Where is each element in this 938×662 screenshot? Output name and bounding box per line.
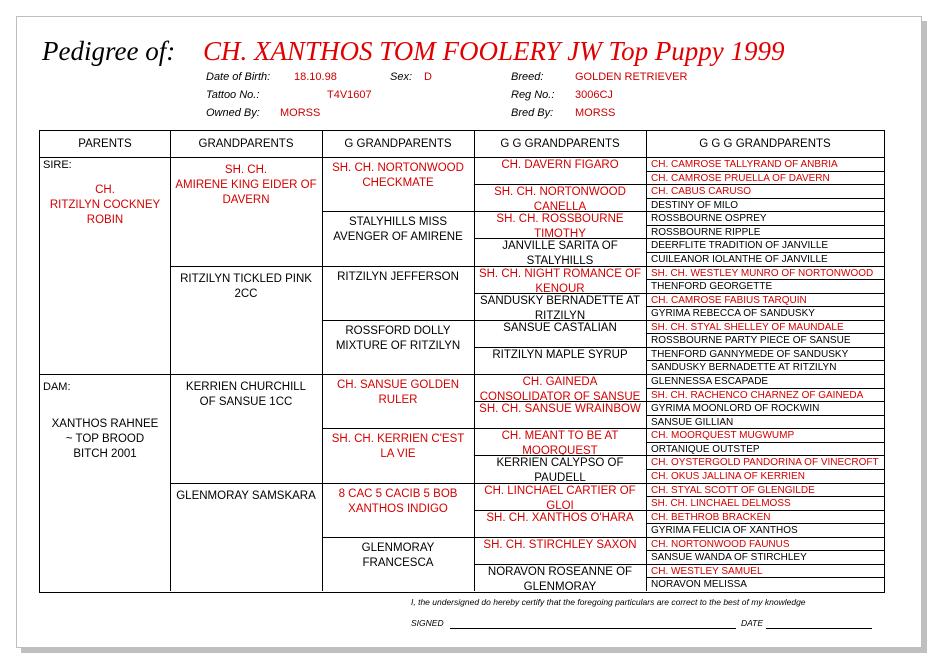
pedigree-title-label: Pedigree of:	[42, 36, 176, 66]
tattoo-label: Tattoo No.:	[206, 89, 260, 101]
g-grandparents-cell: 8 CAC 5 CACIB 5 BOB XANTHOS INDIGO	[338, 488, 458, 515]
ggg-grandparent-cell: CH. OYSTERGOLD PANDORINA OF VINECROFT	[651, 457, 879, 468]
bred-value: MORSS	[575, 107, 616, 119]
g-grandparents-cell: GLENMORAY FRANCESCA	[361, 542, 435, 569]
ggg-grandparent-cell: THENFORD GANNYMEDE OF SANDUSKY	[651, 349, 849, 360]
g-grandparents-cell: ROSSFORD DOLLY MIXTURE OF RITZILYN	[335, 325, 461, 352]
gg-grandparents-cell: JANVILLE SARITA OF STALYHILLS	[502, 240, 618, 266]
signed-label: SIGNED	[411, 618, 444, 628]
ggg-grandparent-cell: GYRIMA REBECCA OF SANDUSKY	[651, 308, 815, 319]
g-grandparents-cell: STALYHILLS MISS AVENGER OF AMIRENE	[333, 216, 463, 243]
gg-grandparents-cell: KERRIEN CALYPSO OF PAUDELL	[496, 457, 624, 483]
grandparents-cell: GLENMORAY SAMSKARA	[176, 490, 316, 502]
ggg-grandparent-cell: SANSUE WANDA OF STIRCHLEY	[651, 552, 807, 563]
ggg-grandparent-cell: CH. MOORQUEST MUGWUMP	[651, 430, 795, 441]
dam-name: XANTHOS RAHNEE ~ TOP BROOD BITCH 2001	[51, 418, 159, 460]
ggg-grandparent-cell: THENFORD GEORGETTE	[651, 281, 773, 292]
gg-grandparents-cell: SH. CH. NIGHT ROMANCE OF KENOUR	[478, 268, 642, 293]
g-grandparents-cell: SH. CH. NORTONWOOD CHECKMATE	[332, 162, 464, 189]
sex-value: D	[424, 71, 432, 83]
ggg-grandparent-cell: SH. CH. LINCHAEL DELMOSS	[651, 498, 791, 509]
ggg-grandparent-cell: CH. CAMROSE TALLYRAND OF ANBRIA	[651, 159, 838, 170]
breed-label: Breed:	[511, 71, 544, 83]
owned-value: MORSS	[280, 107, 321, 119]
header-ggg-grandparents: G G G GRANDPARENTS	[699, 138, 831, 150]
sex-label: Sex:	[390, 71, 413, 83]
ggg-grandparent-cell: SANDUSKY BERNADETTE AT RITZILYN	[651, 362, 837, 373]
breed-value: GOLDEN RETRIEVER	[575, 71, 688, 83]
grandparents-cell: RITZILYN TICKLED PINK 2CC	[180, 273, 312, 300]
tattoo-value: T4V1607	[327, 89, 372, 101]
sire-name: CH. RITZILYN COCKNEY ROBIN	[49, 184, 161, 226]
gg-grandparents-cell: SANDUSKY BERNADETTE AT RITZILYN	[480, 295, 640, 320]
dam-label: DAM:	[43, 381, 71, 393]
ggg-grandparent-cell: SH. CH. WESTLEY MUNRO OF NORTONWOOD	[651, 268, 874, 279]
reg-label: Reg No.:	[511, 89, 555, 101]
header-parents: PARENTS	[78, 138, 132, 150]
gg-grandparents-cell: RITZILYN MAPLE SYRUP	[492, 349, 628, 361]
sire-label: SIRE:	[43, 159, 72, 171]
date-label: DATE	[741, 618, 764, 628]
gg-grandparents-cell: CH. GAINEDA CONSOLIDATOR OF SANSUE	[479, 376, 641, 401]
ggg-grandparent-cell: CH. CAMROSE PRUELLA OF DAVERN	[651, 173, 830, 184]
ggg-grandparent-cell: ROSSBOURNE PARTY PIECE OF SANSUE	[651, 335, 851, 346]
ggg-grandparent-cell: SH. CH. STYAL SHELLEY OF MAUNDALE	[651, 322, 844, 333]
ggg-grandparent-cell: NORAVON MELISSA	[651, 579, 747, 590]
ggg-grandparent-cell: ROSSBOURNE RIPPLE	[651, 227, 761, 238]
header-g-grandparents: G GRANDPARENTS	[344, 138, 452, 150]
ggg-grandparent-cell: CH. WESTLEY SAMUEL	[651, 566, 763, 577]
bred-label: Bred By:	[511, 107, 554, 119]
ggg-grandparent-cell: GLENNESSA ESCAPADE	[651, 376, 769, 387]
g-grandparents-cell: SH. CH. KERRIEN C'EST LA VIE	[331, 433, 465, 460]
pedigree-table	[39, 130, 885, 593]
gg-grandparents-cell: SANSUE CASTALIAN	[503, 322, 617, 334]
certification-text: I, the undersigned do hereby certify that the foregoing particulars are correct to the best of my knowledge	[411, 597, 806, 607]
ggg-grandparent-cell: CH. CABUS CARUSO	[651, 186, 752, 197]
gg-grandparents-cell: SH. CH. SANSUE WRAINBOW	[479, 403, 641, 415]
grid-line	[646, 131, 647, 591]
g-grandparents-cell: CH. SANSUE GOLDEN RULER	[336, 379, 460, 406]
gg-grandparents-cell: SH. CH. NORTONWOOD CANELLA	[494, 186, 626, 211]
g-grandparents-cell: RITZILYN JEFFERSON	[337, 271, 459, 283]
date-line[interactable]	[766, 628, 872, 629]
owned-label: Owned By:	[206, 107, 260, 119]
ggg-grandparent-cell: SH. CH. RACHENCO CHARNEZ OF GAINEDA	[651, 390, 864, 401]
ggg-grandparent-cell: CH. CAMROSE FABIUS TARQUIN	[651, 295, 807, 306]
ggg-grandparent-cell: GYRIMA MOONLORD OF ROCKWIN	[651, 403, 820, 414]
header-gg-grandparents: G G GRANDPARENTS	[500, 138, 620, 150]
gg-grandparents-cell: NORAVON ROSEANNE OF GLENMORAY	[487, 566, 633, 591]
dob-value: 18.10.98	[294, 71, 337, 83]
gg-grandparents-cell: SH. CH. ROSSBOURNE TIMOTHY	[496, 213, 624, 238]
ggg-grandparent-cell: CH. BETHROB BRACKEN	[651, 512, 771, 523]
gg-grandparents-cell: SH. CH. STIRCHLEY SAXON	[483, 539, 637, 551]
grandparents-cell: SH. CH. AMIRENE KING EIDER OF DAVERN	[175, 164, 317, 206]
grandparents-cell: KERRIEN CHURCHILL OF SANSUE 1CC	[185, 381, 307, 408]
ggg-grandparent-cell: GYRIMA FELICIA OF XANTHOS	[651, 525, 798, 536]
signature-line[interactable]	[450, 628, 736, 629]
gg-grandparents-cell: CH. MEANT TO BE AT MOORQUEST	[501, 430, 619, 455]
gg-grandparents-cell: SH. CH. XANTHOS O'HARA	[486, 512, 634, 524]
dog-name-title: CH. XANTHOS TOM FOOLERY JW Top Puppy 1999	[203, 36, 785, 66]
dob-label: Date of Birth:	[206, 71, 271, 83]
ggg-grandparent-cell: ROSSBOURNE OSPREY	[651, 213, 767, 224]
header-grandparents: GRANDPARENTS	[198, 138, 294, 150]
ggg-grandparent-cell: DESTINY OF MILO	[651, 200, 739, 211]
ggg-grandparent-cell: CUILEANOR IOLANTHE OF JANVILLE	[651, 254, 828, 265]
ggg-grandparent-cell: CH. OKUS JALLINA OF KERRIEN	[651, 471, 805, 482]
gg-grandparents-cell: CH. LINCHAEL CARTIER OF GLOI	[484, 485, 636, 510]
ggg-grandparent-cell: CH. NORTONWOOD FAUNUS	[651, 539, 790, 550]
gg-grandparents-cell: CH. DAVERN FIGARO	[501, 159, 619, 171]
ggg-grandparent-cell: SANSUE GILLIAN	[651, 417, 734, 428]
reg-value: 3006CJ	[575, 89, 613, 101]
ggg-grandparent-cell: CH. STYAL SCOTT OF GLENGILDE	[651, 485, 815, 496]
ggg-grandparent-cell: DEERFLITE TRADITION OF JANVILLE	[651, 240, 829, 251]
ggg-grandparent-cell: ORTANIQUE OUTSTEP	[651, 444, 760, 455]
